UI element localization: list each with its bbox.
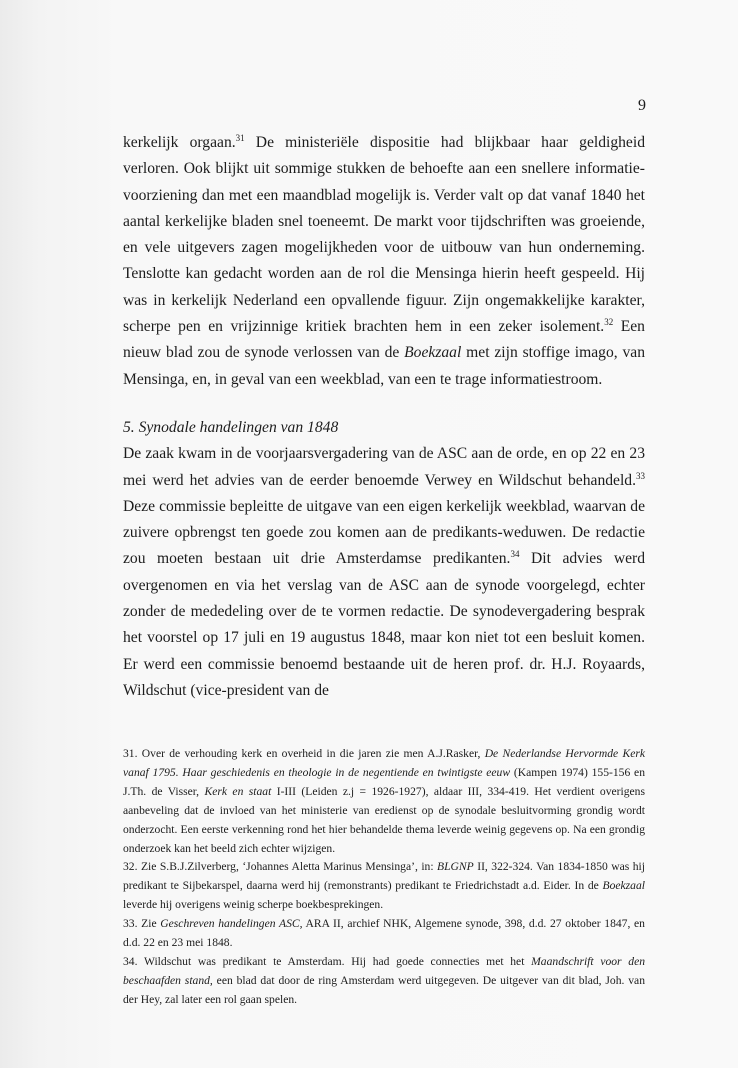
footnote-text: (Kampen 1974) 155-156 en J.Th. de Visser, [123, 765, 645, 798]
footnote-italic: Boekzaal [602, 879, 645, 893]
paragraph-text: kerkelijk orgaan. [123, 134, 236, 151]
footnote-33 [123, 915, 645, 953]
footnote-text: II, 322-324. Van 1834-1850 was hij predikant te Sijbekarspel, daarna werd hij (remonstrants) predikant te Friedrichstadt a.d. Eider. In de [123, 860, 645, 893]
section-heading: 5. Synodale handelingen van 1848 [123, 418, 339, 436]
footnote-ref-32: 32 [604, 317, 614, 328]
paragraph-1 [123, 130, 645, 393]
footnote-text: ARA II, archief NHK, Algemene synode, 398, d.d. 27 oktober 1847, en d.d. 22 en 23 mei 1848. [123, 917, 645, 950]
paragraph-text: De ministeriële dispositie had blijkbaar haar geldigheid verloren. Ook blijkt uit sommige stukken de behoefte aan een snellere informatie-voorziening dan met een maandblad mogelijk is. Verder valt op dat vanaf 1840 het aantal kerkelijke bladen snel toeneemt. De markt voor tijdschriften was groeiende, en vele uitgevers zagen mogelijkheden voor de uitbouw van hun onderneming. Tenslotte kan gedacht worden aan de rol die Mensinga hierin heeft gespeeld. Hij was in kerkelijk Nederland een opvallende figuur. Zijn ongemakkelijke karakter, scherpe pen en vrijzinnige kritiek brachten hem in een zeker isolement. [123, 134, 645, 336]
footnote-text: 34. Wildschut was predikant te Amsterdam. Hij had goede connecties met het [123, 954, 532, 968]
footnote-ref-34: 34 [510, 549, 520, 560]
footnote-italic: BLGNP [437, 860, 474, 874]
footnote-italic: De Nederlandse Hervormde Kerk vanaf 1795. Haar geschiedenis en theologie in de negentiende en twintigste eeuw [123, 747, 645, 779]
italic-title-boekzaal: Boekzaal [404, 344, 462, 362]
paragraph-text: Dit advies werd overgenomen en via het verslag van de ASC aan de synode voorgelegd, echter zonder de mededeling over de te vormen redactie. De synodevergadering besprak het voorstel op 17 juli en 19 augustus 1848, maar kon niet tot een besluit komen. Er werd een commissie benoemd bestaande uit de heren prof. dr. H.J. Royaards, Wildschut (vice-president van de [123, 550, 646, 699]
body-text [123, 130, 645, 704]
paragraph-text: met zijn stoffige imago, van Mensinga, en, in geval van een weekblad, van een te trage informatiestroom. [123, 344, 645, 388]
paragraph-text: Een nieuw blad zou de synode verlossen van de [123, 318, 645, 362]
paragraph-text: De zaak kwam in de voorjaarsvergadering van de ASC aan de orde, en op 22 en 23 mei werd het advies van de eerder benoemde Verwey en Wildschut behandeld. [123, 445, 645, 489]
footnote-ref-31: 31 [235, 133, 245, 143]
footnote-text: I-III (Leiden z.j = 1926-1927), aldaar III, 334-419. Het verdient overigens aanbeveling dat de invloed van het ministerie van eredienst op de synodale besluitvorming grondig wordt onderzocht. Een eerste verkenning rond het hier behandelde thema leverde weinig gegevens op. Na een grondig onderzoek kan het beeld zich echter wijzigen. [123, 784, 645, 855]
footnote-italic: Kerk en staat [204, 784, 272, 798]
footnote-italic: Geschreven handelingen ASC, [160, 917, 303, 931]
footnote-text: leverde hij overigens weinig scherpe boekbesprekingen. [123, 898, 384, 912]
footnote-text: 31. Over de verhouding kerk en overheid in die jaren zie men A.J.Rasker, [123, 747, 485, 760]
footnote-italic: Maandschrift voor den beschaafden stand, [123, 954, 646, 987]
footnote-34 [123, 953, 645, 1010]
footnote-text: 33. Zie [123, 917, 161, 931]
footnote-32 [123, 858, 645, 915]
paragraph-text: Deze commissie bepleitte de uitgave van een eigen kerkelijk weekblad, waarvan de zuivere opbrengst ten goede zou komen aan de predikants-weduwen. De redactie zou moeten bestaan uit drie Amsterdamse predikanten. [123, 497, 645, 568]
footnote-text: een blad dat door de ring Amsterdam werd uitgegeven. De uitgever van dit blad, Joh. van der Hey, zal later een rol gaan spelen. [123, 973, 645, 1006]
footnote-31 [123, 745, 645, 858]
footnote-text: 32. Zie S.B.J.Zilverberg, ‘Johannes Aletta Marinus Mensinga’, in: [123, 860, 438, 874]
footnotes [123, 745, 645, 1010]
footnote-ref-33: 33 [636, 470, 645, 481]
paragraph-2 [123, 441, 645, 704]
page-number: 9 [638, 97, 646, 114]
